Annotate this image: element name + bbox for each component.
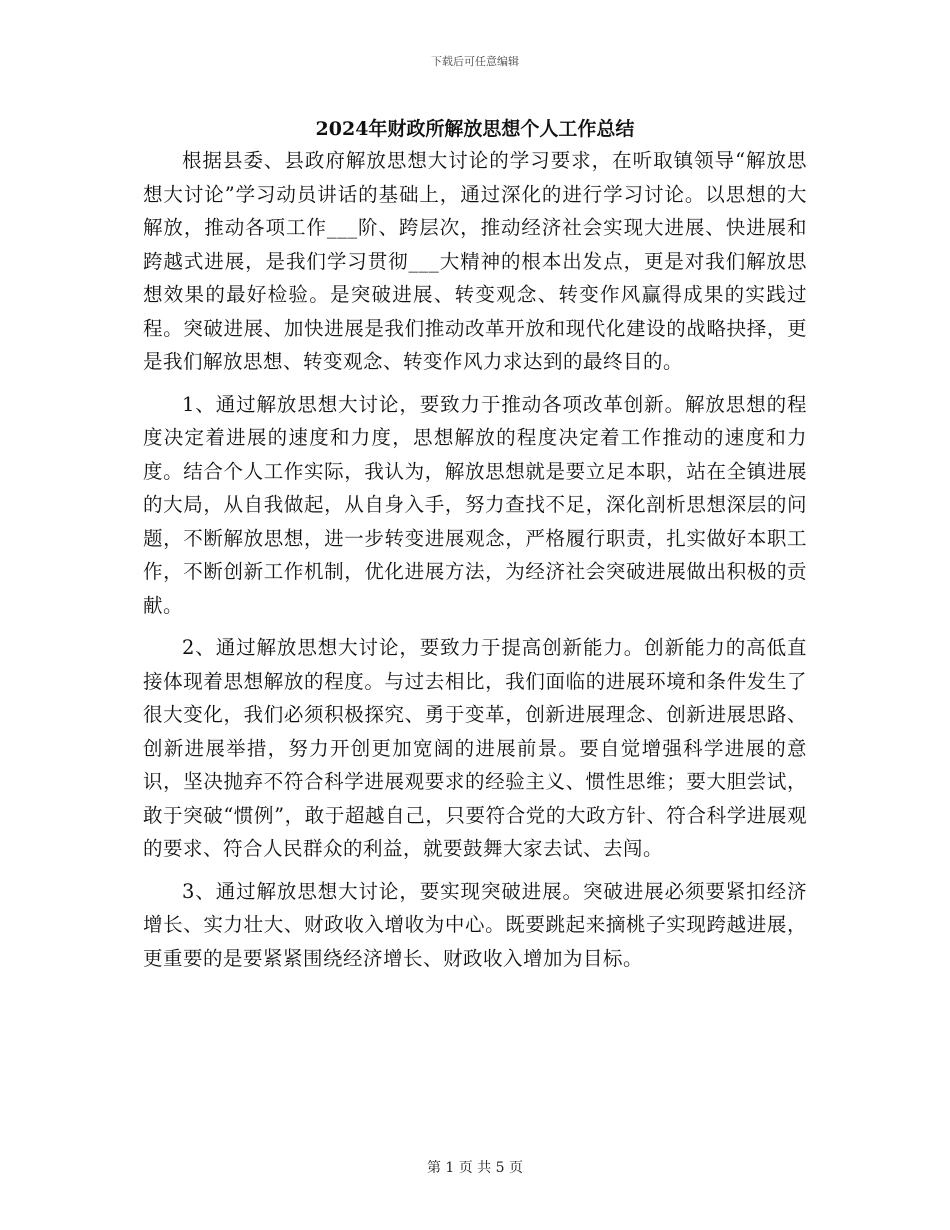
header-note: 下载后可任意编辑 bbox=[431, 55, 519, 68]
paragraph-point-2: 2、通过解放思想大讨论，要致力于提高创新能力。创新能力的高低直接体现着思想解放的程度。与过去相比，我们面临的进展环境和条件发生了很大变化，我们必须积极探究、勇于变革，创新进展理念、创新进展思路、创新进展举措，努力开创更加宽阔的进展前景。要自觉增强科学进展的意识，坚决抛弃不符合科学进展观要求的经验主义、惯性思维；要大胆尝试，敢于突破“惯例”，敢于超越自己，只要符合党的大政方针、符合科学进展观的要求、符合人民群众的利益，就要鼓舞大家去试、去闯。 bbox=[143, 636, 807, 860]
paragraph-point-1: 1、通过解放思想大讨论，要致力于推动各项改革创新。解放思想的程度决定着进展的速度和力度，思想解放的程度决定着工作推动的速度和力度。结合个人工作实际，我认为，解放思想就是要立足本职，站在全镇进展的大局，从自我做起，从自身入手，努力查找不足，深化剖析思想深层的问题，不断解放思想，进一步转变进展观念，严格履行职责，扎实做好本职工作，不断创新工作机制，优化进展方法，为经济社会突破进展做出积极的贡献。 bbox=[143, 392, 807, 617]
page-number: 第 1 页 共 5 页 bbox=[426, 1160, 524, 1176]
document-title: 2024年财政所解放思想个人工作总结 bbox=[315, 118, 635, 140]
paragraph-intro: 根据县委、县政府解放思想大讨论的学习要求，在听取镇领导“解放思想大讨论”学习动员讲话的基础上，通过深化的进行学习讨论。以思想的大解放，推动各项工作___阶、跨层次，推动经济社会实现大进展、快进展和跨越式进展，是我们学习贯彻___大精神的根本出发点，更是对我们解放思想效果的最好检验。是突破进展、转变观念、转变作风赢得成果的实践过程。突破进展、加快进展是我们推动改革开放和现代化建设的战略抉择，更是我们解放思想、转变观念、转变作风力求达到的最终目的。 bbox=[143, 149, 807, 373]
paragraph-point-3: 3、通过解放思想大讨论，要实现突破进展。突破进展必须要紧扣经济增长、实力壮大、财政收入增收为中心。既要跳起来摘桃子实现跨越进展，更重要的是要紧紧围绕经济增长、财政收入增加为目标。 bbox=[143, 879, 807, 970]
document-body bbox=[143, 144, 807, 984]
